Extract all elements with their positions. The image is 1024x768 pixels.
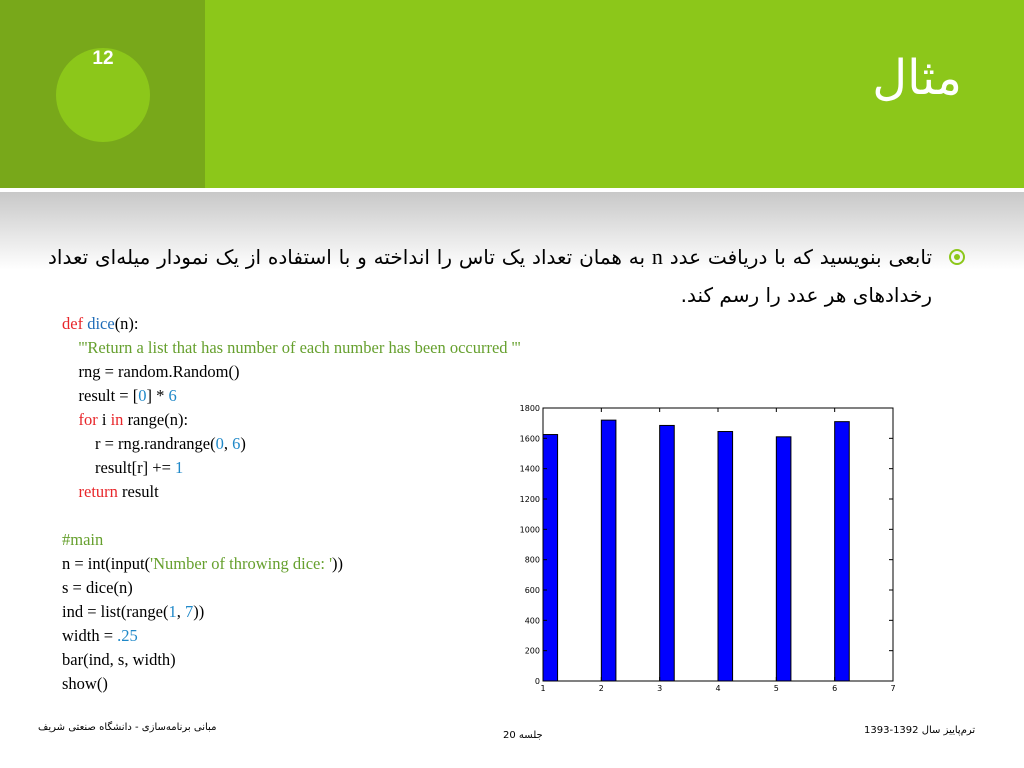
code-token [62, 410, 79, 429]
code-line [62, 336, 521, 360]
code-line [62, 672, 521, 696]
code-token: 1 [175, 458, 184, 477]
code-token: def [62, 314, 84, 333]
task-text-start: تابعی بنویسید که با دریافت عدد [662, 245, 933, 269]
code-line [62, 432, 521, 456]
code-token: 7 [184, 602, 194, 621]
code-token: result = [ [62, 386, 139, 405]
code-token: rng = random.Random() [62, 362, 240, 381]
code-token: ] * [146, 386, 169, 405]
code-token: 1 [168, 602, 177, 621]
code-line [62, 360, 521, 384]
code-token: 0 [138, 386, 147, 405]
code-line [62, 456, 521, 480]
code-line [62, 312, 521, 336]
code-line [62, 480, 521, 504]
x-tick-label: 1 [540, 684, 546, 693]
code-line [62, 624, 521, 648]
code-token: .25 [117, 626, 138, 645]
y-tick-label: 1400 [519, 464, 540, 474]
footer-term: ترم‌پاییز سال 1392-1393 [864, 725, 976, 736]
code-line [62, 552, 521, 576]
code-token: , [223, 434, 233, 453]
y-tick-label: 1200 [519, 495, 540, 504]
code-line [62, 600, 521, 624]
code-token: in [110, 410, 124, 429]
x-tick-label: 3 [657, 684, 663, 693]
y-tick-label: 1000 [519, 525, 540, 535]
footer-course: مبانی برنامه‌سازی - دانشگاه صنعتی شریف [38, 722, 217, 733]
bar [543, 435, 558, 681]
code-token: )) [332, 554, 344, 573]
task-text-end: به همان تعداد یک تاس را انداخته و با استفاده از یک نمودار میله‌ای تعداد رخدادهای هر عدد را رسم کند. [48, 245, 932, 307]
code-token: result [117, 482, 159, 501]
code-token: for [78, 410, 98, 429]
y-tick-label: 800 [524, 555, 540, 565]
code-token: )) [193, 602, 205, 621]
code-token: range(n): [123, 410, 189, 429]
bar-chart [505, 398, 905, 698]
code-token: result[r] += [62, 458, 176, 477]
bar [660, 425, 675, 681]
y-tick-label: 1800 [519, 404, 540, 413]
x-tick-label: 2 [598, 684, 604, 693]
code-token: #main [62, 530, 104, 549]
code-token: 6 [168, 386, 177, 405]
task-variable: n [651, 244, 663, 269]
bullet-ring-icon [949, 249, 965, 265]
code-token: (n): [114, 314, 139, 333]
y-tick-label: 400 [524, 616, 540, 626]
code-token [62, 482, 79, 501]
code-block [62, 312, 521, 696]
bar [718, 432, 733, 681]
task-description [48, 238, 932, 314]
code-line [62, 648, 521, 672]
y-tick-label: 600 [524, 586, 540, 595]
code-token: '''Return a list that has number of each number has been occurred ''' [78, 338, 521, 357]
code-token: , [176, 602, 185, 621]
code-line [62, 504, 521, 528]
x-tick-label: 7 [890, 684, 896, 693]
slide-number: 12 [92, 48, 114, 69]
code-line [62, 384, 521, 408]
slide-title: مثال [872, 50, 962, 106]
code-token: bar(ind, s, width) [62, 650, 176, 669]
code-line [62, 408, 521, 432]
y-tick-label: 1600 [519, 434, 540, 444]
code-token: n = int(input( [62, 554, 151, 573]
code-token: 6 [232, 434, 241, 453]
code-token: 0 [215, 434, 224, 453]
code-token: show() [62, 674, 108, 693]
code-token: dice [87, 314, 115, 333]
code-token: s = dice(n) [62, 578, 133, 597]
code-token: return [78, 482, 118, 501]
code-token: width = [62, 626, 118, 645]
code-line [62, 528, 521, 552]
y-tick-label: 200 [524, 646, 540, 656]
x-tick-label: 5 [773, 684, 779, 693]
bar [776, 437, 791, 681]
code-token: ind = list(range( [62, 602, 169, 621]
bar [601, 420, 616, 681]
x-tick-label: 4 [715, 684, 721, 693]
bar [835, 422, 850, 681]
y-tick-label: 0 [534, 677, 540, 686]
code-token: 'Number of throwing dice: ' [150, 554, 333, 573]
code-token: i [97, 410, 111, 429]
code-token [62, 338, 79, 357]
code-line [62, 576, 521, 600]
code-token: r = rng.randrange( [62, 434, 216, 453]
footer-session: جلسه 20 [503, 730, 543, 741]
x-tick-label: 6 [832, 684, 838, 693]
code-token: ) [240, 434, 246, 453]
